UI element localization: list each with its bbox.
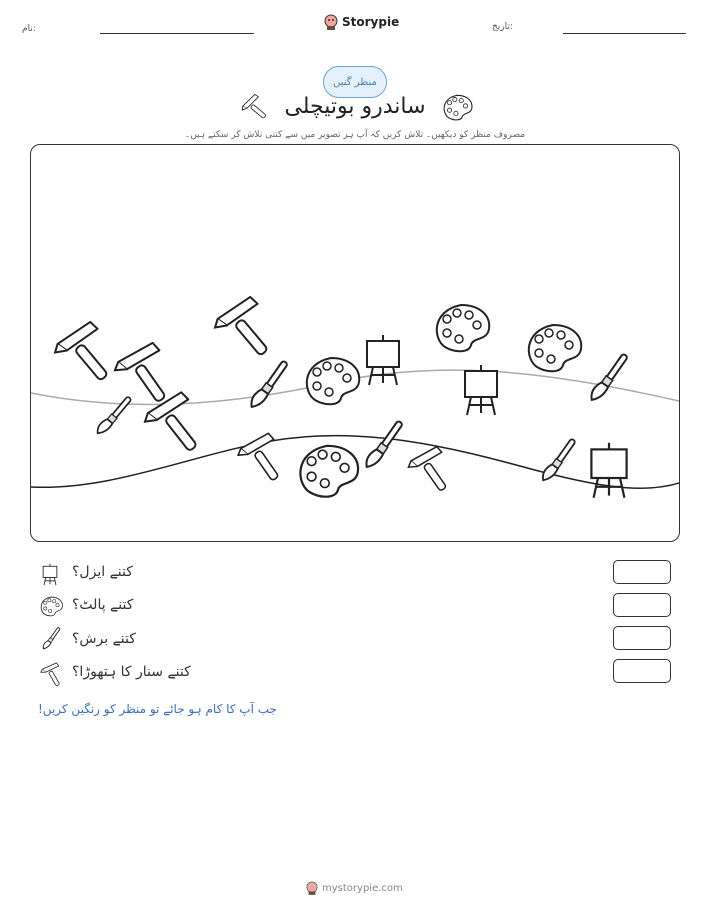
question-hammer-text: کتنے سنار کا ہتھوڑا؟ xyxy=(72,664,191,680)
answer-box-brush[interactable] xyxy=(613,626,671,650)
question-easel-text: کتنے ایزل؟ xyxy=(72,564,133,580)
storypie-logo-icon xyxy=(324,14,338,30)
hammer-icon xyxy=(113,342,166,406)
name-label: نام: xyxy=(22,24,36,34)
paintbrush-icon xyxy=(248,360,288,410)
paintbrush-icon xyxy=(94,394,132,439)
easel-icon xyxy=(367,335,399,385)
paintbrush-icon xyxy=(588,353,628,403)
answer-box-palette[interactable] xyxy=(613,593,671,617)
footer xyxy=(306,881,403,895)
easel-icon xyxy=(591,443,626,498)
question-easel-icon xyxy=(38,562,62,590)
hammer-icon xyxy=(211,296,269,363)
coloring-note: جب آپ کا کام ہو جائے تو منظر کو رنگین کریں! xyxy=(38,702,277,716)
page-title: ساندرو بوتیچلی xyxy=(284,94,426,119)
title-hammer-icon xyxy=(236,92,270,126)
paintbrush-icon xyxy=(363,420,403,470)
question-brush-text: کتنے برش؟ xyxy=(72,631,136,647)
palette-icon xyxy=(437,305,489,351)
title-palette-icon xyxy=(440,92,474,126)
footer-url[interactable]: mystorypie.com xyxy=(322,882,403,894)
palette-icon xyxy=(529,325,581,371)
footer-logo-icon xyxy=(306,881,318,895)
busy-scene xyxy=(31,145,679,541)
date-line[interactable] xyxy=(563,33,686,34)
question-hammer-icon xyxy=(38,660,64,690)
hammer-icon xyxy=(407,446,447,494)
paintbrush-icon xyxy=(540,438,576,483)
question-brush-icon xyxy=(38,627,62,657)
hammer-icon xyxy=(142,391,198,457)
question-palette-text: کتنے پالٹ؟ xyxy=(72,597,134,613)
question-palette-icon xyxy=(38,595,64,621)
palette-icon xyxy=(307,358,359,404)
instructions-text: مصروف منظر کو دیکھیں۔ تلاش کریں کہ آپ ہر تصویر میں سے کتنی تلاش کر سکتے ہیں۔ xyxy=(184,130,526,140)
brand-logo xyxy=(324,14,399,30)
hammer-icon xyxy=(51,321,109,388)
brand-name: Storypie xyxy=(342,15,400,29)
easel-icon xyxy=(465,365,497,415)
palette-icon xyxy=(300,446,358,497)
hammer-icon xyxy=(236,433,279,484)
name-line[interactable] xyxy=(100,33,254,34)
answer-box-hammer[interactable] xyxy=(613,659,671,683)
scene-frame xyxy=(30,144,680,542)
date-label: تاریخ: xyxy=(492,22,513,32)
answer-box-easel[interactable] xyxy=(613,560,671,584)
category-badge: منظر گنیں xyxy=(323,66,387,98)
